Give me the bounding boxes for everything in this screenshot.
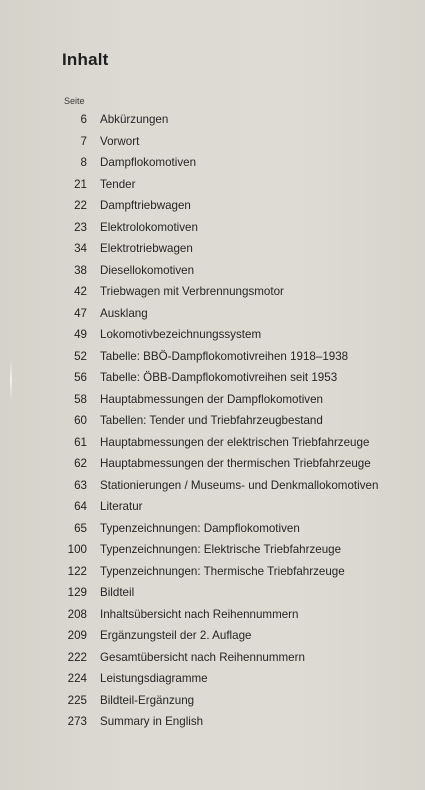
toc-entry xyxy=(0,498,425,520)
toc-entry-title: Leistungsdiagramme xyxy=(100,672,208,685)
toc-entry xyxy=(0,606,425,628)
toc-page-number: 49 xyxy=(74,328,87,341)
toc-page-number: 63 xyxy=(74,478,87,492)
toc-entry-title: Bildteil xyxy=(100,586,135,599)
toc-entry xyxy=(0,455,425,477)
toc-page-number: 7 xyxy=(80,134,87,148)
toc-entry-title: Inhaltsübersicht nach Reihennummern xyxy=(100,607,299,621)
toc-entry xyxy=(0,305,425,327)
toc-entry xyxy=(0,391,425,413)
toc-page-number: 8 xyxy=(80,156,87,169)
toc-page-number: 47 xyxy=(74,306,87,320)
toc-entry xyxy=(0,584,425,606)
toc-entry xyxy=(0,670,425,692)
toc-entry-title: Typenzeichnungen: Dampflokomotiven xyxy=(100,521,300,535)
toc-entry-title: Dampflokomotiven xyxy=(100,156,197,169)
toc-page-number: 65 xyxy=(74,521,87,535)
toc-entry-title: Hauptabmessungen der Dampflokomotiven xyxy=(100,392,323,406)
toc-entry xyxy=(0,219,425,241)
toc-entry xyxy=(0,477,425,499)
toc-entry xyxy=(0,649,425,671)
toc-entry xyxy=(0,563,425,585)
toc-entry-title: Elektrotriebwagen xyxy=(100,242,193,255)
toc-entry xyxy=(0,326,425,348)
toc-entry-title: Abkürzungen xyxy=(100,113,169,126)
toc-entry-title: Lokomotivbezeichnungssystem xyxy=(100,328,262,341)
toc-entry-title: Vorwort xyxy=(100,134,140,148)
toc-page-number: 61 xyxy=(74,435,87,449)
toc-entry-title: Hauptabmessungen der elektrischen Triebfahrzeuge xyxy=(100,435,370,449)
toc-entry xyxy=(0,176,425,198)
toc-entry-title: Summary in English xyxy=(100,715,204,728)
toc-page-number: 209 xyxy=(67,629,87,642)
toc-entry-title: Bildteil-Ergänzung xyxy=(100,693,195,707)
toc-page-number: 21 xyxy=(74,177,87,191)
toc-entry-title: Stationierungen / Museums- und Denkmallokomotiven xyxy=(100,478,379,492)
toc-entry-title: Literatur xyxy=(100,500,143,513)
toc-entry-title: Elektrolokomotiven xyxy=(100,220,198,234)
toc-entry xyxy=(0,520,425,542)
toc-entry-title: Hauptabmessungen der thermischen Triebfahrzeuge xyxy=(100,457,371,470)
toc-entry xyxy=(0,541,425,563)
toc-entry xyxy=(0,262,425,284)
toc-page-number: 38 xyxy=(74,263,87,277)
toc-entry xyxy=(0,434,425,456)
toc-entry xyxy=(0,412,425,434)
toc-entry xyxy=(0,240,425,262)
toc-page-number: 6 xyxy=(80,113,87,126)
toc-entry-title: Typenzeichnungen: Thermische Triebfahrzeuge xyxy=(100,564,345,578)
toc-page-number: 52 xyxy=(74,349,87,363)
toc-entry-title: Ergänzungsteil der 2. Auflage xyxy=(100,629,252,642)
toc-entry-title: Gesamtübersicht nach Reihennummern xyxy=(100,650,305,664)
page-title: Inhalt xyxy=(62,50,109,69)
toc-entry-title: Tender xyxy=(100,177,136,191)
toc-page-number: 58 xyxy=(74,392,87,406)
toc-page-number: 62 xyxy=(74,457,87,470)
toc-entry xyxy=(0,692,425,714)
toc-entry xyxy=(0,369,425,391)
toc-entry xyxy=(0,133,425,155)
toc-entry-title: Dampftriebwagen xyxy=(100,199,191,212)
toc-page-number: 222 xyxy=(67,650,87,664)
table-of-contents xyxy=(0,111,425,735)
toc-page-number: 225 xyxy=(67,693,87,707)
toc-page-number: 122 xyxy=(67,564,87,578)
toc-entry-title: Diesellokomotiven xyxy=(100,263,195,277)
toc-entry-title: Triebwagen mit Verbrennungsmotor xyxy=(100,285,284,298)
toc-page-number: 273 xyxy=(67,715,87,728)
toc-page-number: 208 xyxy=(67,607,87,621)
toc-page-number: 42 xyxy=(74,285,87,298)
toc-entry xyxy=(0,197,425,219)
toc-entry-title: Ausklang xyxy=(100,306,148,320)
toc-entry-title: Tabelle: ÖBB-Dampflokomotivreihen seit 1953 xyxy=(100,371,338,384)
page-column-label: Seite xyxy=(64,96,85,106)
toc-entry-title: Tabellen: Tender und Triebfahrzeugbestand xyxy=(100,414,323,427)
toc-page-number: 64 xyxy=(74,500,87,513)
toc-page-number: 129 xyxy=(67,586,87,599)
toc-page-number: 22 xyxy=(74,199,87,212)
toc-page-number: 60 xyxy=(74,414,87,427)
toc-page-number: 56 xyxy=(74,371,87,384)
toc-entry xyxy=(0,111,425,133)
toc-page-number: 23 xyxy=(74,220,87,234)
toc-page-number: 100 xyxy=(67,543,87,556)
toc-page-number: 34 xyxy=(74,242,87,255)
toc-entry xyxy=(0,348,425,370)
toc-entry xyxy=(0,627,425,649)
toc-entry-title: Tabelle: BBÖ-Dampflokomotivreihen 1918–1938 xyxy=(100,349,349,363)
toc-entry xyxy=(0,713,425,735)
toc-entry xyxy=(0,283,425,305)
toc-entry-title: Typenzeichnungen: Elektrische Triebfahrzeuge xyxy=(100,543,342,556)
toc-entry xyxy=(0,154,425,176)
toc-page-number: 224 xyxy=(67,672,87,685)
